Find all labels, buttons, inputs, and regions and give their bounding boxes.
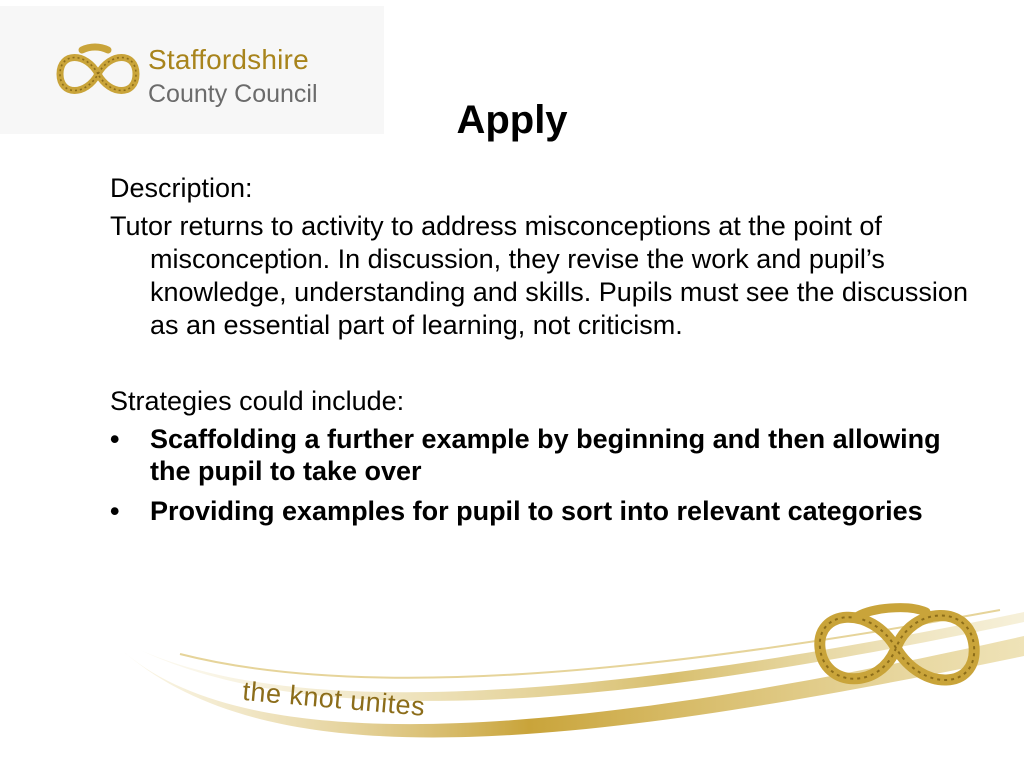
logo-line-2: County Council <box>148 80 318 108</box>
bullet-icon: • <box>110 496 120 526</box>
strategies-label: Strategies could include: <box>110 386 405 416</box>
list-item-text: Scaffolding a further example by beginning and then allowing the pupil to take over <box>150 424 941 486</box>
description-label: Description: <box>110 173 253 203</box>
footer-tagline: the knot unites <box>241 676 427 722</box>
slide-title: Apply <box>456 98 568 142</box>
list-item-text: Providing examples for pupil to sort into relevant categories <box>150 496 923 526</box>
logo-line-1: Staffordshire <box>148 44 309 75</box>
description-text: Tutor returns to activity to address misconceptions at the point of misconception. In discussion, they revise the work and pupil’s knowledge, understanding and skills. Pupils must see the discussion as an essential part of learning, not criticism. <box>110 211 968 340</box>
bullet-icon: • <box>110 424 120 454</box>
